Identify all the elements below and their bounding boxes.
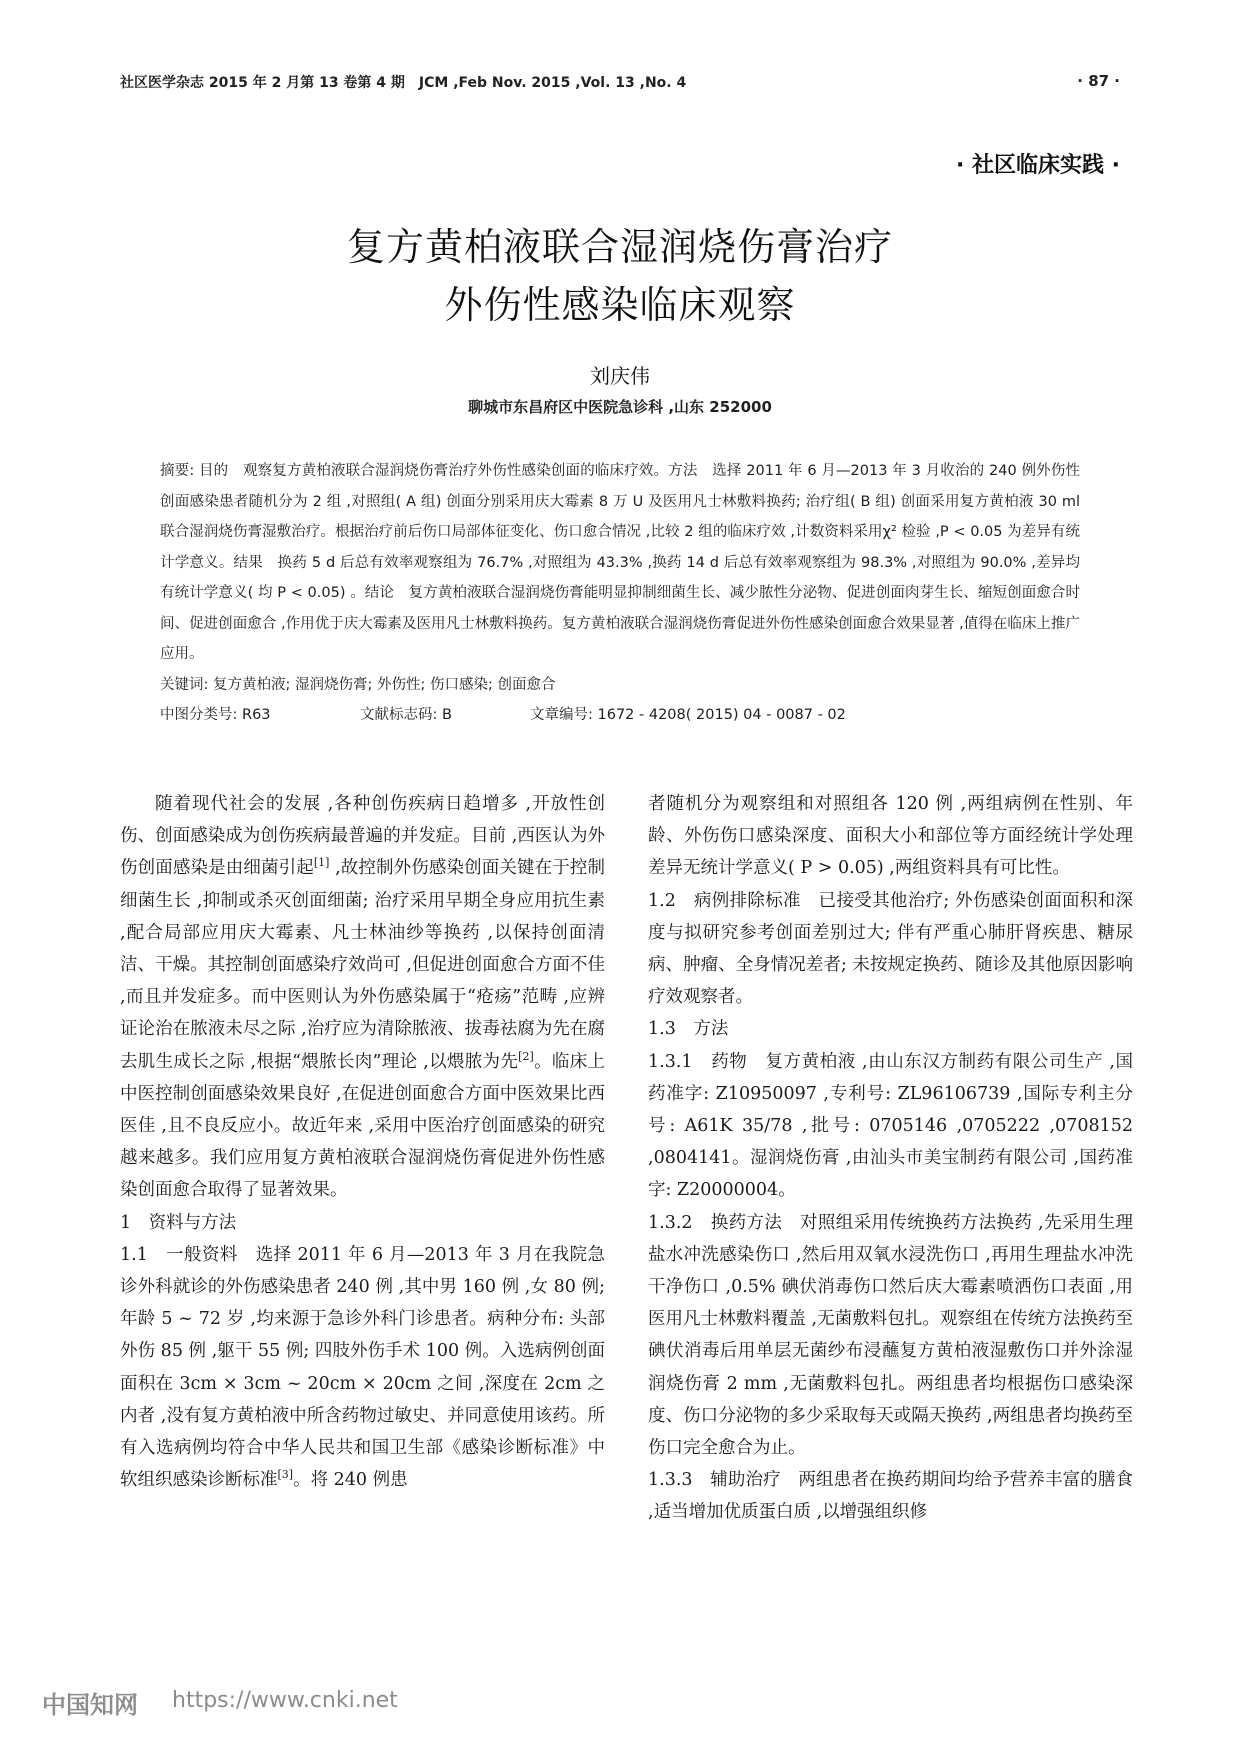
section-heading-method: 1.3 方法 <box>648 1019 729 1040</box>
keywords: 关键词: 复方黄柏液; 湿润烧伤膏; 外伤性; 伤口感染; 创面愈合 <box>160 676 556 693</box>
classification-line <box>160 700 1080 731</box>
author-affiliation: 聊城市东昌府区中医院急诊科 ,山东 252000 <box>468 398 772 416</box>
grouping-paragraph: 者随机分为观察组和对照组各 120 例 ,两组病例在性别、年龄、外伤伤口感染深度、面积大小和部位等方面经统计学处理差异无统计学意义( P > 0.05) ,两组资料具有可比性。 <box>648 794 1133 879</box>
author-name: 刘庆伟 <box>590 364 650 388</box>
drugs-paragraph: 1.3.1 药物 复方黄柏液 ,由山东汉方制药有限公司生产 ,国药准字: Z10950097 ,专利号: ZL96106739 ,国际专利主分号: A61K 35/78 ,批号: 0705146 ,0705222 ,0708152 ,0804141。湿润烧伤膏 ,由汕头市美宝制药有限公司 ,国药准字: Z20000004。 <box>648 1051 1133 1201</box>
intro-text-part3: 。临床上中医控制创面感染效果良好 ,在促进创面愈合方面中医效果比西医佳 ,且不良反应小。故近年来 ,采用中医治疗创面感染的研究越来越多。我们应用复方黄柏液联合湿润烧伤膏促进外伤性感染创面愈合取得了显著效果。 <box>120 1051 605 1201</box>
column-tag: · 社区临床实践 · <box>955 153 1120 178</box>
citation-3: [3] <box>277 1468 294 1482</box>
cnki-url[interactable]: https://www.cnki.net <box>172 1688 398 1713</box>
general-data-paragraph <box>120 1239 605 1497</box>
intro-text-part1: 随着现代社会的发展 ,各种创伤疾病日趋增多 ,开放性创伤、创面感染成为创伤疾病最普遍的并发症。目前 ,西医认为外伤创面感染是由细菌引起 <box>120 794 605 879</box>
document-code: 文献标志码: B <box>360 707 452 723</box>
body-column-right <box>648 788 1133 1529</box>
article-number: 文章编号: 1672 - 4208( 2015) 04 - 0087 - 02 <box>530 707 846 723</box>
title-line-2: 外伤性感染临床观察 <box>444 283 796 327</box>
section-heading-methods: 1 资料与方法 <box>120 1212 237 1233</box>
intro-paragraph <box>120 788 605 1207</box>
dressing-method-paragraph: 1.3.2 换药方法 对照组采用传统换药方法换药 ,先采用生理盐水冲洗感染伤口 ,然后用双氧水浸洗伤口 ,再用生理盐水冲洗干净伤口 ,0.5% 碘伏消毒伤口然后庆大霉素喷洒伤口表面 ,用医用凡士林敷料覆盖 ,无菌敷料包扎。观察组在传统方法换药至碘伏消毒后用单层无菌纱布浸蘸复方黄柏液湿敷伤口并外涂湿润烧伤膏 2 mm ,无菌敷料包扎。两组患者均根据伤口感染深度、伤口分泌物的多少采取每天或隔天换药 ,两组患者均换药至伤口完全愈合为止。 <box>648 1212 1133 1459</box>
abstract-block <box>160 456 1080 731</box>
body-column-left <box>120 788 605 1496</box>
general-data-text-end: 。将 240 例患 <box>293 1470 408 1491</box>
cnki-logo: 中国知网 <box>42 1691 138 1719</box>
clc-number: 中图分类号: R63 <box>160 707 271 723</box>
article-title <box>0 218 1240 334</box>
citation-1: [1] <box>313 856 330 870</box>
intro-text-part2: ,故控制外伤感染创面关键在于控制细菌生长 ,抑制或杀灭创面细菌; 治疗采用早期全身应用抗生素 ,配合局部应用庆大霉素、凡士林油纱等换药 ,以保持创面清洁、干燥。其控制创面感染疗效尚可 ,但促进创面愈合方面不佳 ,而且并发症多。而中医则认为外伤感染属于“疮疡”范畴 ,应辨证论治在脓液未尽之际 ,治疗应为清除脓液、拔毒祛腐为先在腐去肌生成长之际 ,根据“煨脓长肉”理论 ,以煨脓为先 <box>120 858 606 1072</box>
citation-2: [2] <box>518 1049 534 1063</box>
journal-citation-line: 社区医学杂志 2015 年 2 月第 13 卷第 4 期 JCM ,Feb Nov. 2015 ,Vol. 13 ,No. 4 <box>120 75 687 91</box>
adjuvant-therapy-paragraph: 1.3.3 辅助治疗 两组患者在换药期间均给予营养丰富的膳食 ,适当增加优质蛋白质 ,以增强组织修 <box>648 1470 1133 1523</box>
running-header <box>120 72 1120 96</box>
page-number: · 87 · <box>1077 72 1120 90</box>
title-line-1: 复方黄柏液联合湿润烧伤膏治疗 <box>346 225 893 269</box>
abstract-text: 摘要: 目的 观察复方黄柏液联合湿润烧伤膏治疗外伤性感染创面的临床疗效。方法 选择 2011 年 6 月—2013 年 3 月收治的 240 例外伤性创面感染患者随机分为 2 组 ,对照组( A 组) 创面分别采用庆大霉素 8 万 U 及医用凡士林敷料换药; 治疗组( B 组) 创面采用复方黄柏液 30 ml 联合湿润烧伤膏湿敷治疗。根据治疗前后伤口局部体征变化、伤口愈合情况 ,比较 2 组的临床疗效 ,计数资料采用χ² 检验 ,P < 0.05 为差异有统计学意义。结果 换药 5 d 后总有效率观察组为 76.7% ,对照组为 43.3% ,换药 14 d 后总有效率观察组为 98.3% ,对照组为 90.0% ,差异均有统计学意义( 均 P < 0.05) 。结论 复方黄柏液联合湿润烧伤膏能明显抑制细菌生长、减少脓性分泌物、促进创面肉芽生长、缩短创面愈合时间、促进创面愈合 ,作用优于庆大霉素及医用凡士林敷料换药。复方黄柏液联合湿润烧伤膏促进外伤性感染创面愈合效果显著 ,值得在临床上推广应用。 <box>160 463 1080 662</box>
exclusion-criteria-paragraph: 1.2 病例排除标准 已接受其他治疗; 外伤感染创面面积和深度与拟研究参考创面差别过大; 伴有严重心肺肝肾疾患、糖尿病、肿瘤、全身情况差者; 未按规定换药、随诊及其他原因影响疗效观察者。 <box>648 890 1133 1008</box>
general-data-text: 1.1 一般资料 选择 2011 年 6 月—2013 年 3 月在我院急诊外科就诊的外伤感染患者 240 例 ,其中男 160 例 ,女 80 例; 年龄 5 ~ 72 岁 ,均来源于急诊外科门诊患者。病种分布: 头部外伤 85 例 ,躯干 55 例; 四肢外伤手术 100 例。入选病例创面面积在 3cm × 3cm ~ 20cm × 20cm 之间 ,深度在 2cm 之内者 ,没有复方黄柏液中所含药物过敏史、并同意使用该药。所有入选病例均符合中华人民共和国卫生部《感染诊断标准》中软组织感染诊断标准 <box>120 1244 605 1491</box>
